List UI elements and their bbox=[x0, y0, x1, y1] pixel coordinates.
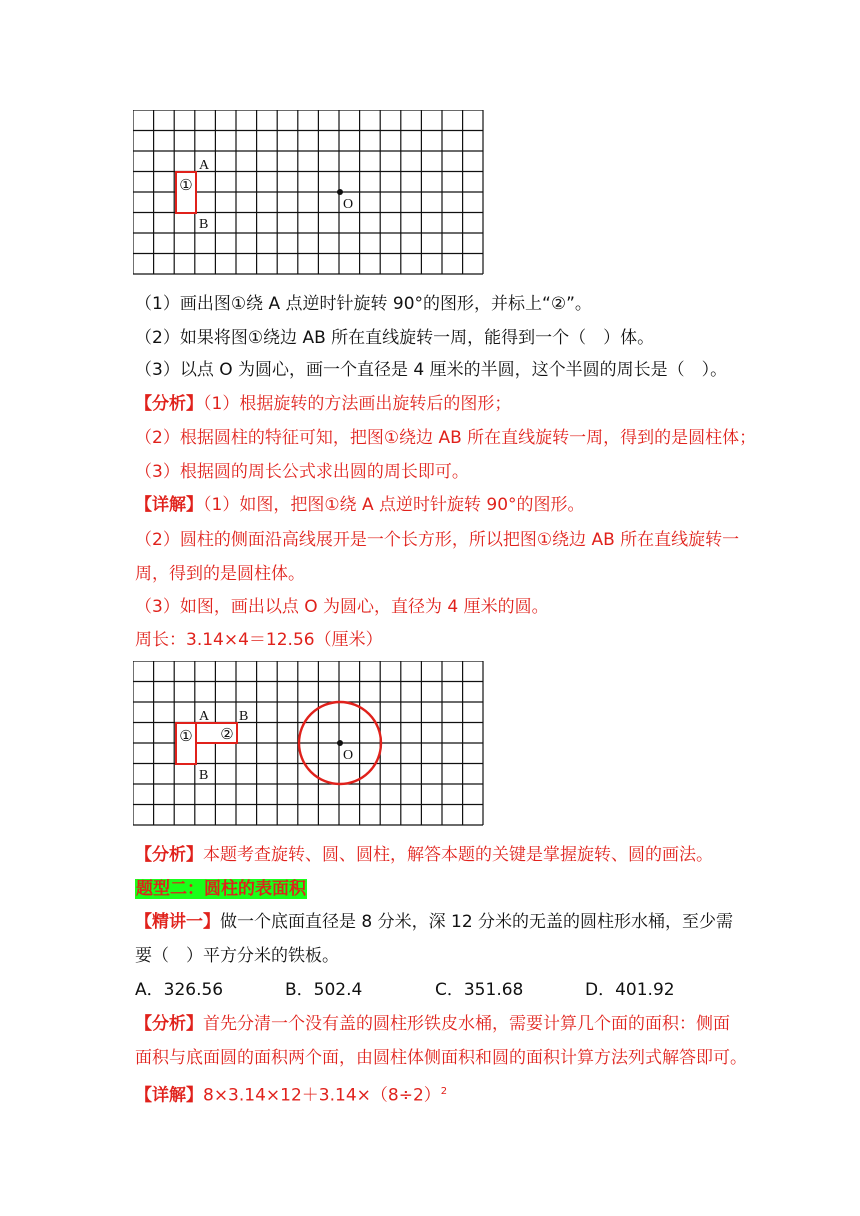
detail-1: 【详解】（1）如图，把图①绕 A 点逆时针旋转 90°的图形。 bbox=[135, 495, 585, 515]
label-a: A bbox=[199, 158, 210, 173]
analysis-2: （2）根据圆柱的特征可知，把图①绕边 AB 所在直线旋转一周，得到的是圆柱体； bbox=[135, 428, 757, 448]
label-b-top: B bbox=[239, 709, 249, 724]
analysis-3: （3）根据圆的周长公式求出圆的周长即可。 bbox=[135, 462, 469, 482]
option-b: B．502.4 bbox=[285, 980, 363, 1000]
example-line-2: 要（ ）平方分米的铁板。 bbox=[135, 946, 339, 966]
analysis-1: 【分析】（1）根据旋转的方法画出旋转后的图形； bbox=[135, 394, 512, 414]
summary: 【分析】本题考查旋转、圆、圆柱，解答本题的关键是掌握旋转、圆的画法。 bbox=[135, 845, 713, 865]
label-o: O bbox=[343, 748, 354, 763]
perimeter-calc: 周长：3.14×4＝12.56（厘米） bbox=[135, 630, 383, 650]
label-o: O bbox=[343, 197, 354, 212]
option-c: C．351.68 bbox=[435, 980, 524, 1000]
detail-3: （3）如图，画出以点 O 为圆心，直径为 4 厘米的圆。 bbox=[135, 597, 549, 617]
example-analysis-2: 面积与底面圆的面积两个面，由圆柱体侧面积和圆的面积计算方法列式解答即可。 bbox=[135, 1048, 747, 1068]
point-o bbox=[337, 189, 343, 195]
label-b: B bbox=[199, 217, 209, 232]
question-3: （3）以点 O 为圆心，画一个直径是 4 厘米的半圆，这个半圆的周长是（ ）。 bbox=[135, 360, 728, 380]
options bbox=[135, 978, 755, 1002]
example-line-1: 【精讲一】做一个底面直径是 8 分米，深 12 分米的无盖的圆柱形水桶，至少需 bbox=[135, 912, 734, 932]
detail-2a: （2）圆柱的侧面沿高线展开是一个长方形，所以把图①绕边 AB 所在直线旋转一 bbox=[135, 530, 740, 550]
example-detail: 【详解】$8\times 3.14\times 12+3.14\times(8\div 2)^2$ bbox=[135, 1085, 448, 1106]
label-figure-2: ② bbox=[220, 725, 234, 743]
example-analysis-1: 【分析】首先分清一个没有盖的圆柱形铁皮水桶，需要计算几个面的面积：侧面 bbox=[135, 1014, 730, 1034]
label-a: A bbox=[199, 709, 210, 724]
grid-figure-2 bbox=[133, 661, 485, 827]
label-b: B bbox=[199, 768, 209, 783]
question-1: （1）画出图①绕 A 点逆时针旋转 90°的图形，并标上“②”。 bbox=[135, 294, 592, 314]
label-figure-1: ① bbox=[179, 727, 193, 745]
detail-2b: 周，得到的是圆柱体。 bbox=[135, 564, 305, 584]
grid-figure-1 bbox=[133, 110, 485, 276]
point-o bbox=[337, 740, 343, 746]
option-a: A．326.56 bbox=[135, 980, 224, 1000]
question-2: （2）如果将图①绕边 AB 所在直线旋转一周，能得到一个（ ）体。 bbox=[135, 328, 655, 348]
section-title: 题型二：圆柱的表面积 bbox=[136, 879, 306, 899]
label-figure-1: ① bbox=[179, 176, 193, 194]
option-d: D．401.92 bbox=[585, 980, 675, 1000]
